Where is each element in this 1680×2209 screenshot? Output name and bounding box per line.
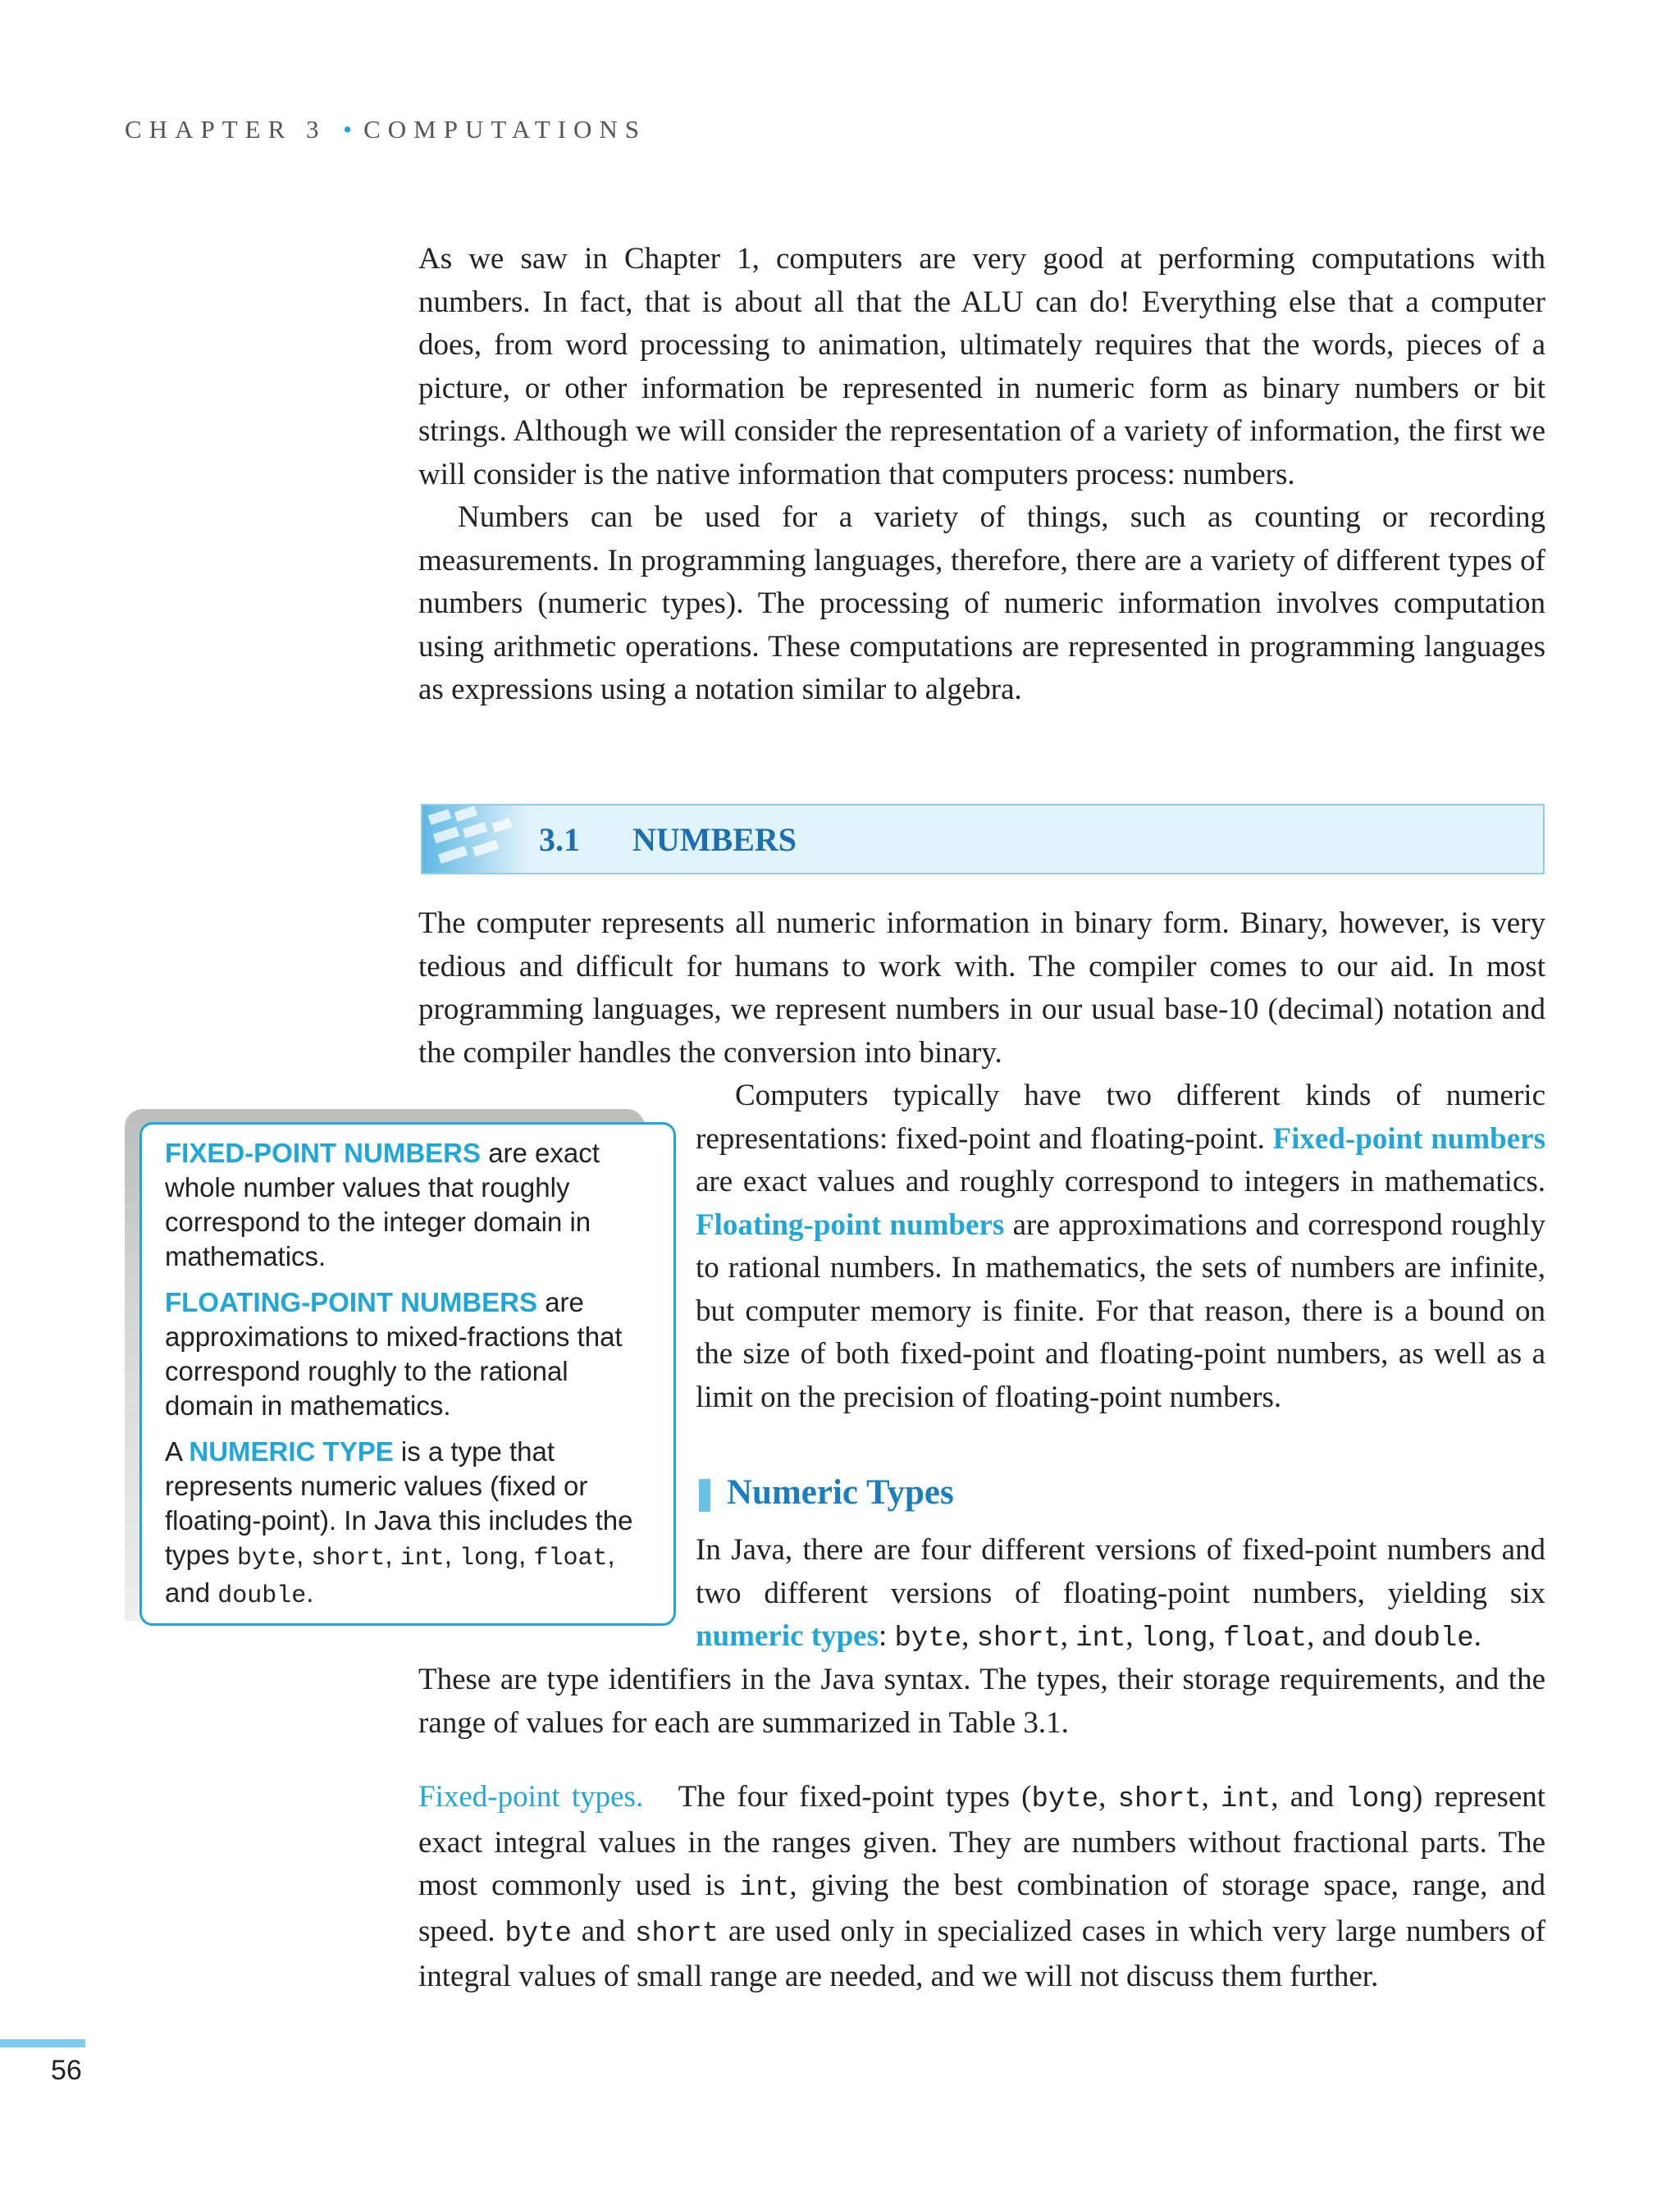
side-text: are approximations to mixed-fractions that correspond roughly to the rational domain in mathematics. [165, 1287, 623, 1421]
numeric-types-text: In Java, there are four different versions of fixed-point numbers and two different versions of floating-point numbers, yielding six numeric types: byte, short, int, long, float, and double. [696, 1533, 1545, 1654]
text-span: The four fixed-point types ( [678, 1780, 1032, 1814]
code-span: double [1373, 1623, 1474, 1654]
side-code: byte [237, 1545, 297, 1572]
punct: : [879, 1619, 888, 1653]
term-numeric-types: numeric types [696, 1619, 879, 1653]
side-code: long [459, 1545, 519, 1572]
definition-numeric-type [165, 1435, 657, 1613]
code-span: byte [894, 1623, 962, 1654]
side-text: A [165, 1436, 182, 1467]
text-span: ) represent exact integral values in the ranges given. They are numbers without fractional parts. The most commonly used is [418, 1780, 1546, 1902]
footer-rule [0, 2039, 85, 2047]
types-summary-paragraph [418, 1659, 1545, 1745]
heading-text: Numeric Types [727, 1473, 954, 1512]
side-text: and [165, 1577, 211, 1608]
punct: , [385, 1540, 393, 1570]
code-span: long [1345, 1784, 1413, 1815]
text-span: and [1290, 1780, 1335, 1814]
numeric-types-paragraph [696, 1529, 1545, 1661]
punct: , [296, 1540, 304, 1570]
code-span: byte [504, 1918, 572, 1950]
text-span: are used only in specialized cases in which very large numbers of integral values of small range are needed, and we will not discuss them further. [418, 1914, 1546, 1993]
code-span: int [1221, 1784, 1271, 1815]
punct: , [518, 1540, 527, 1570]
bullet-separator: • [343, 115, 353, 144]
chapter-label: CHAPTER 3 [125, 115, 326, 144]
code-span: int [1075, 1623, 1126, 1654]
code-span: long [1140, 1623, 1208, 1654]
types-summary-text: These are type identifiers in the Java syntax. The types, their storage requirements, and the range of values for each are summarized in Table 3.1. [418, 1663, 1545, 1740]
code-span: short [635, 1918, 719, 1950]
punct: , [444, 1540, 452, 1570]
section-paragraph-2 [696, 1075, 1545, 1419]
section-number: 3.1 [539, 821, 580, 858]
text-span: are approximations and correspond roughly to rational numbers. In mathematics, the sets of numbers are infinite, but computer memory is finite. For that reason, there is a bound on the size of both fixed-point and floating-point numbers, as well as a limit on the precision of floating-point numbers. [696, 1207, 1546, 1414]
running-head [125, 115, 646, 144]
section-text-2 [696, 1075, 1545, 1419]
code-span: float [1223, 1623, 1308, 1654]
side-code: int [399, 1545, 445, 1572]
side-term: FLOATING-POINT NUMBERS [165, 1287, 538, 1317]
side-code: short [311, 1545, 386, 1572]
side-term: NUMERIC TYPE [189, 1436, 394, 1467]
section-title: NUMBERS [632, 821, 797, 858]
keyboard-graphic-icon [422, 806, 529, 873]
text-span: and [1322, 1619, 1366, 1653]
intro-paragraph-1: As we saw in Chapter 1, computers are very good at performing computations with numbers. In fact, that is about all that the ALU can do! Everything else that a computer does, from word processing to animation, ultimately requires that the words, pieces of a picture, or other information be represented in numeric form as binary numbers or bit strings. Although we will consider the representation of a variety of information, the first we will consider is the native information that computers process: numbers. [418, 242, 1545, 491]
text-span: , giving the best combination of storage space, range, and speed. [418, 1869, 1545, 1948]
code-span: byte [1031, 1784, 1099, 1815]
fixed-point-paragraph [418, 1776, 1545, 1999]
term-fixed-point-numbers: Fixed-point numbers [1272, 1121, 1545, 1156]
intro-paragraph-2: Numbers can be used for a variety of things, such as counting or recording measurements. In programming languages, therefore, there are a variety of different types of numbers (numeric types). The processing of numeric information involves computation using arithmetic operations. These computations are represented in programming languages as expressions using a notation similar to algebra. [418, 500, 1545, 706]
definition-floating-point [165, 1285, 657, 1423]
punct: . [306, 1577, 314, 1608]
subsection-heading [696, 1472, 954, 1513]
side-code: double [217, 1582, 307, 1610]
term-floating-point-numbers: Floating-point numbers [696, 1207, 1005, 1242]
code-span: short [1117, 1784, 1202, 1815]
side-term: FIXED-POINT NUMBERS [165, 1138, 482, 1168]
text-span: are exact values and roughly correspond to integers in mathematics. [696, 1165, 1545, 1198]
code-span: int [739, 1873, 790, 1904]
side-text: is a type that represents numeric values (fixed or floating-point). In Java this includes the types [165, 1436, 633, 1570]
intro-text [418, 238, 1545, 712]
text-span: In Java, there are four different versions of fixed-point numbers and two different versions of floating-point numbers, yielding six [696, 1533, 1545, 1610]
section-header [421, 804, 1545, 874]
punct: , [607, 1540, 615, 1570]
section-text-1: The computer represents all numeric information in binary form. Binary, however, is very tedious and difficult for humans to work with. The compiler comes to our aid. In most programming languages, we represent numbers in our usual base-10 (decimal) notation and the compiler handles the conversion into binary. [418, 906, 1545, 1070]
side-code: float [533, 1545, 608, 1572]
definition-fixed-point [165, 1136, 657, 1274]
margin-definitions-box [139, 1122, 676, 1626]
run-in-heading: Fixed-point types. [418, 1780, 644, 1814]
text-span: Computers typically have two different kinds of numeric representations: fixed-point and floating-point. [696, 1079, 1545, 1156]
fixed-point-text: Fixed-point types. The four fixed-point types (byte, short, int, and long) represent exact integral values in the ranges given. They are numbers without fractional parts. The most commonly used is int, giving the best combination of storage space, range, and speed. byte and short are used only in specialized cases in which very large numbers of integral values of small range are needed, and we will not discuss them further. [418, 1780, 1546, 1993]
code-span: short [976, 1623, 1061, 1654]
section-paragraph-1 [418, 902, 1545, 1075]
side-text: are exact whole number values that roughly correspond to the integer domain in mathematics. [165, 1138, 600, 1271]
text-span: and [581, 1914, 626, 1948]
page-number: 56 [51, 2055, 82, 2086]
chapter-title: COMPUTATIONS [363, 115, 647, 144]
